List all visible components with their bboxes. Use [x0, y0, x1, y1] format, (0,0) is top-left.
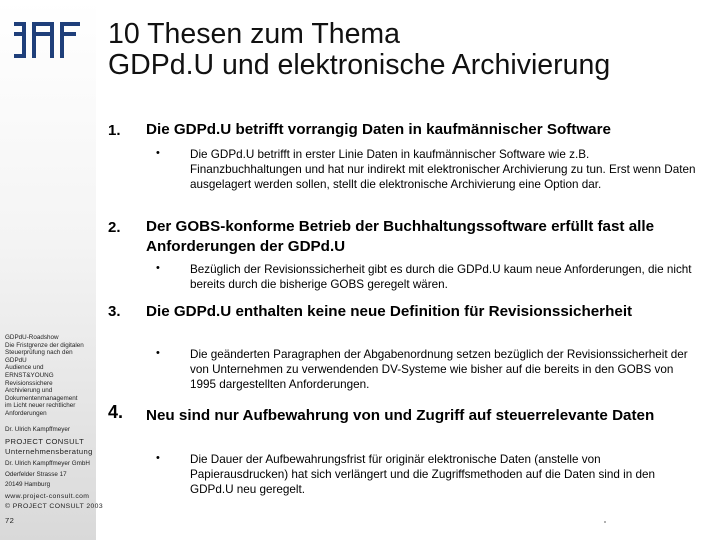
thesis-number: 2. [108, 219, 121, 236]
thesis-number: 3. [108, 303, 121, 320]
sidebar-line: GDPdU [5, 356, 27, 364]
sidebar-line: Audience und [5, 364, 44, 372]
sidebar-line: GDPdU-Roadshow [5, 334, 59, 341]
sidebar-line: Anforderungen [5, 409, 47, 417]
sidebar-address: 20149 Hamburg [5, 481, 51, 489]
sidebar-line: ERNST&YOUNG [5, 371, 54, 379]
sidebar-line: im Licht neuer rechtlicher [5, 402, 76, 410]
sidebar-company-sub: Unternehmensberatung [5, 447, 93, 457]
thesis-heading: Der GOBS-konforme Betrieb der Buchhaltungssoftware erfüllt fast alle Anforderungen der GDPd.U [146, 218, 655, 255]
sidebar-line: Archivierung und [5, 387, 53, 395]
thesis-number: 4. [108, 402, 124, 422]
sidebar-line: Dokumentenmanagement [5, 394, 78, 402]
page-title [108, 19, 610, 81]
thesis-text: Die geänderten Paragraphen der Abgabenordnung setzen bezüglich der Revisionssicherheit der von Unternehmen zu verwendenden DV-Systeme wie bisher auf die bereits in den GOBS von 1995 dargestellten Anforderungen. [190, 348, 688, 392]
page-number: 72 [5, 515, 15, 525]
sidebar-line: Revisionssichere [5, 379, 53, 387]
title-line: 10 Thesen zum Thema [108, 18, 401, 50]
decorative-dot [604, 521, 606, 523]
thesis-number: 1. [108, 122, 121, 139]
title-line: GDPd.U und elektronische Archivierung [108, 49, 611, 81]
sidebar-url: www.project-consult.com [5, 492, 90, 500]
thesis-heading: Die GDPd.U enthalten keine neue Definition für Revisionssicherheit [146, 303, 633, 320]
bullet-icon: • [156, 452, 160, 464]
sidebar-copyright: © PROJECT CONSULT 2003 [5, 502, 104, 510]
bullet-icon: • [156, 347, 160, 359]
bullet-icon: • [156, 147, 160, 159]
sidebar-author: Dr. Ulrich Kampffmeyer [5, 425, 70, 433]
sidebar-line: Steuerprüfung nach den [5, 349, 73, 357]
thesis-heading: Neu sind nur Aufbewahrung von und Zugriff auf steuerrelevante Daten [146, 407, 655, 424]
sidebar-line: Die Fristgrenze der digitalen [5, 341, 84, 349]
thesis-text: Bezüglich der Revisionssicherheit gibt es durch die GDPd.U kaum neue Anforderungen, die nicht bereits durch die bisherige GOBS geregelt wären. [190, 263, 692, 292]
thesis-text: Die GDPd.U betrifft in erster Linie Daten in kaufmännischer Software wie z.B. Finanzbuchhaltungen und hat nur indirekt mit elektronischer Archivierung zu tun. Erst wenn Daten ausgelagert werden sollen, stellt die elektronische Archivierung eine Option dar. [190, 148, 696, 192]
logo-icon [14, 20, 80, 60]
sidebar-company: PROJECT CONSULT [5, 437, 85, 447]
thesis-heading: Die GDPd.U betrifft vorrangig Daten in kaufmännischer Software [146, 121, 611, 138]
sidebar-address: Oderfelder Strasse 17 [5, 470, 67, 478]
bullet-icon: • [156, 262, 160, 274]
sidebar-address: Dr. Ulrich Kampffmeyer GmbH [5, 460, 90, 468]
sidebar [0, 0, 104, 540]
sidebar-text [5, 334, 104, 526]
thesis-text: Die Dauer der Aufbewahrungsfrist für originär elektronische Daten (anstelle von Papierausdrucken) hat sich verlängert und die Zugriffsmethoden auf die Daten sind in den GDPd.U neu geregelt. [190, 453, 655, 497]
